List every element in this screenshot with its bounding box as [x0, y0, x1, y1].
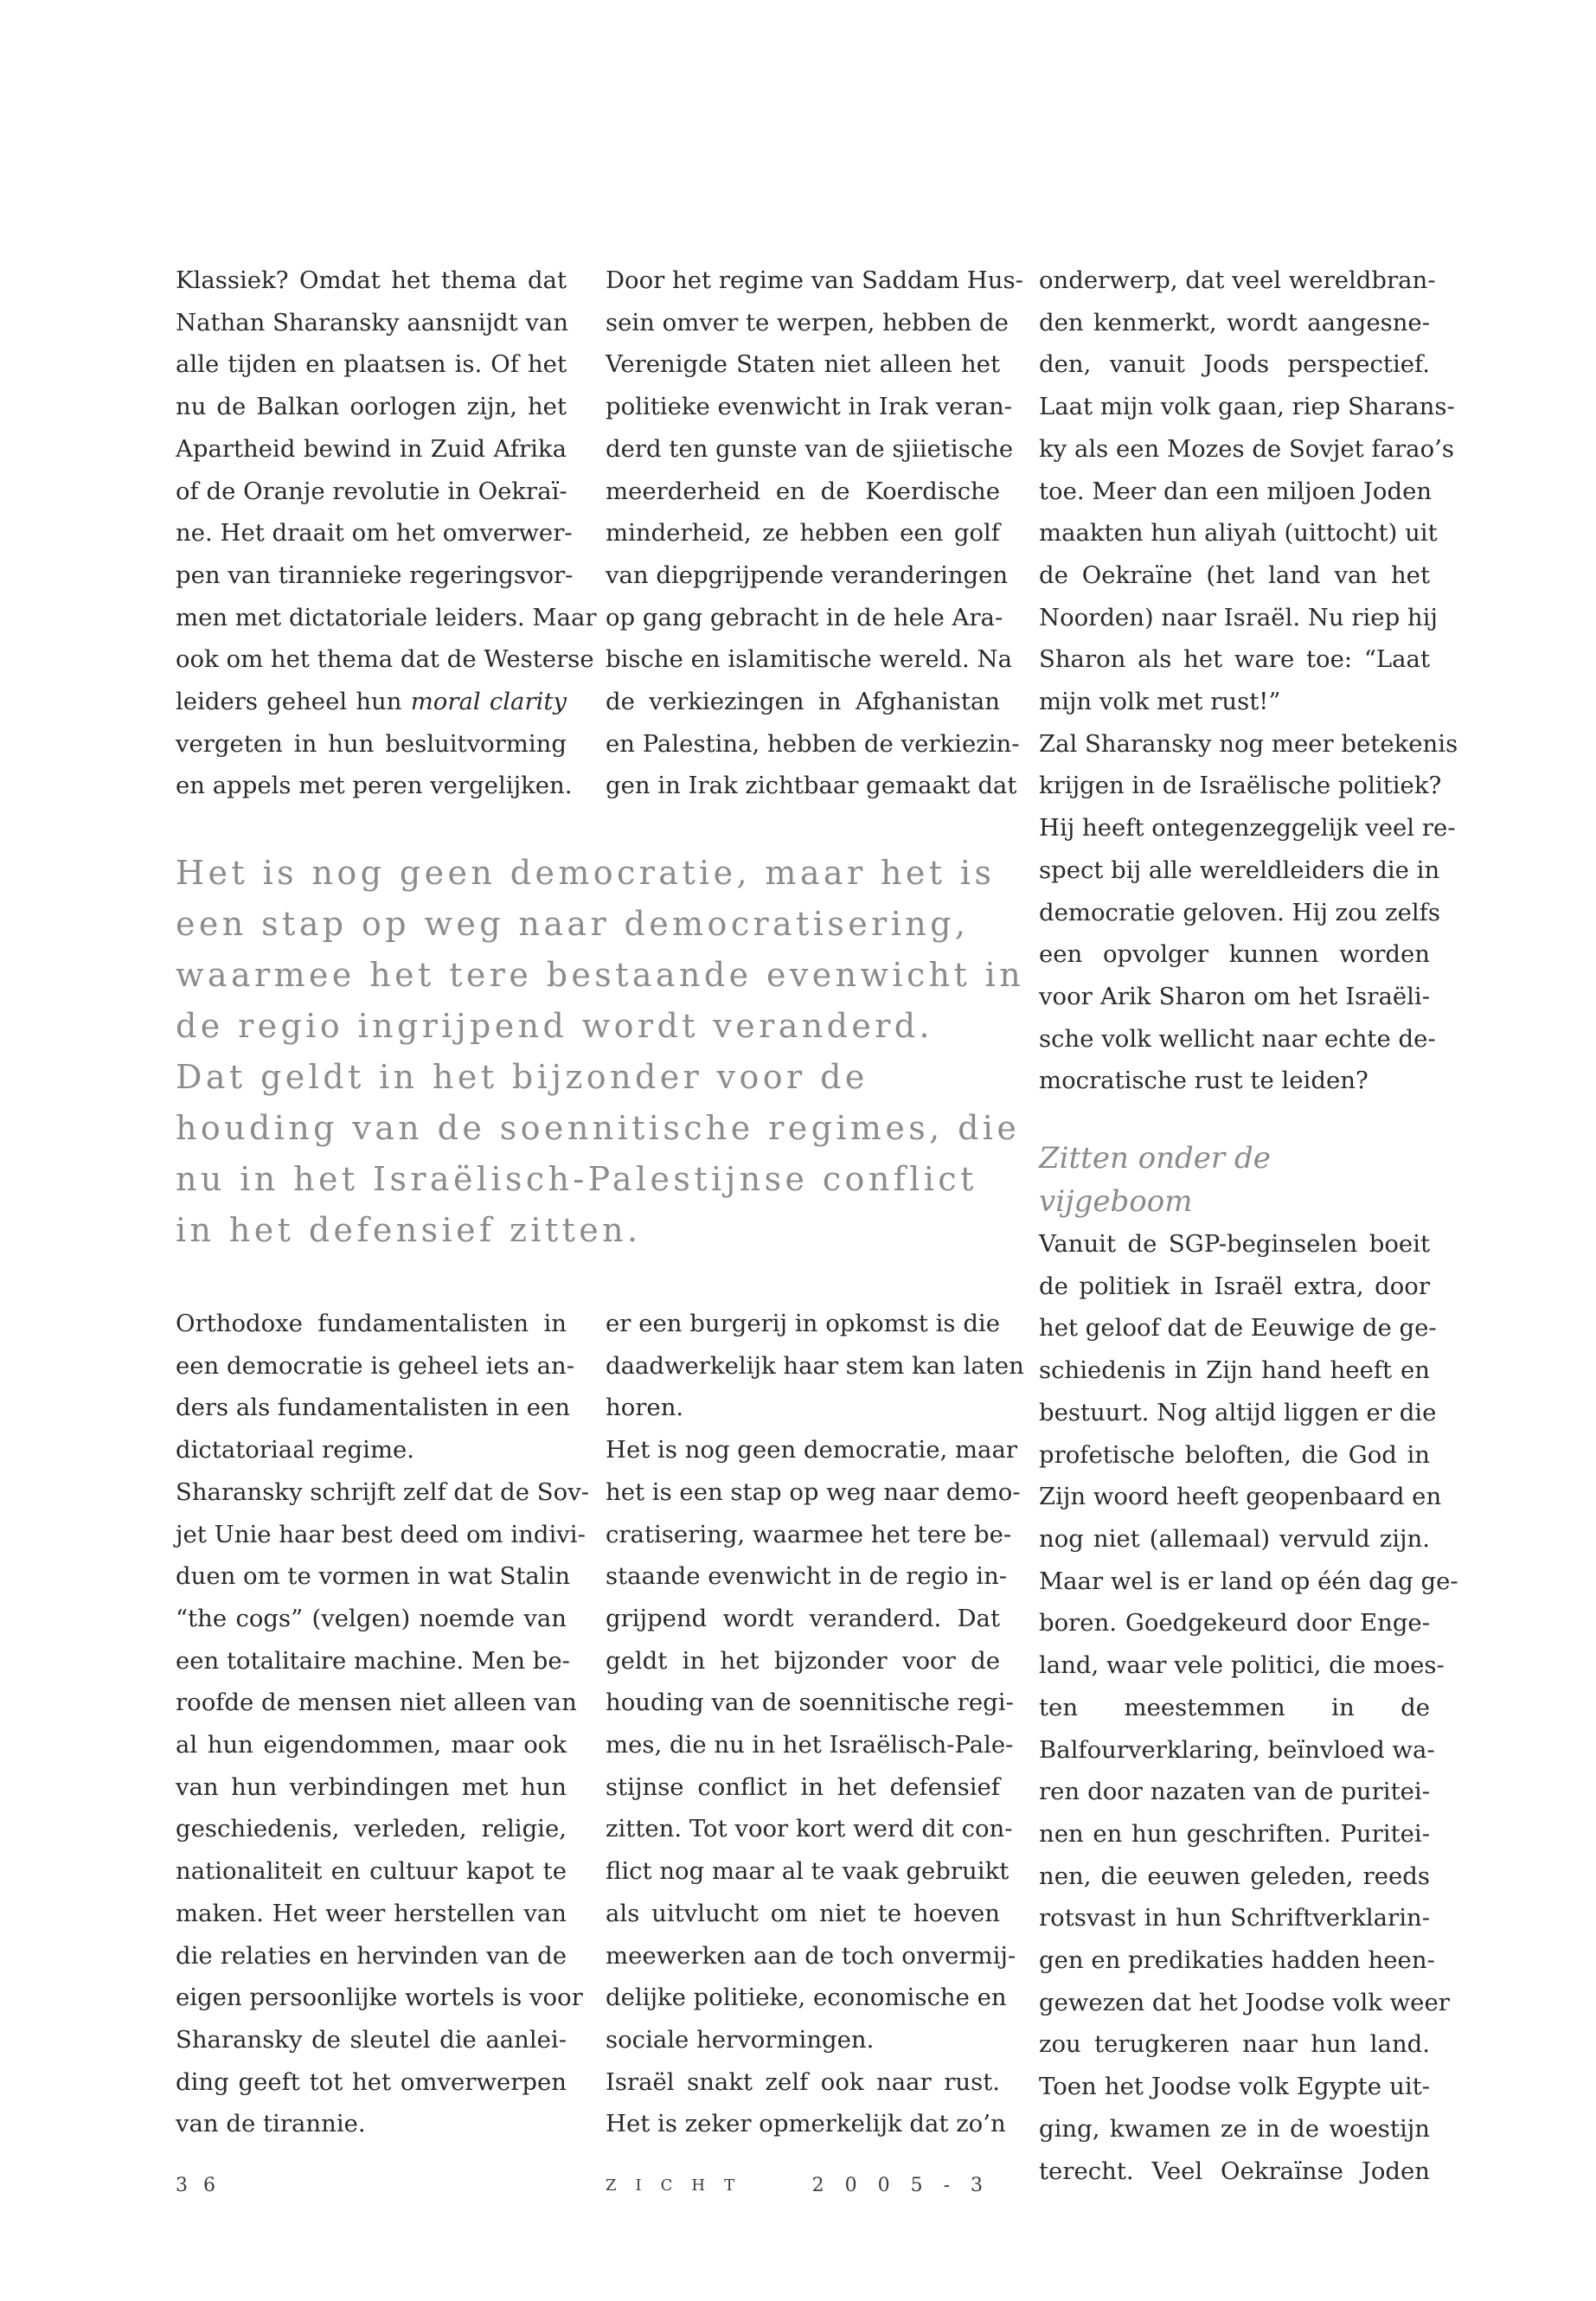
pull-quote-line: een stap op weg naar democratisering, [176, 905, 970, 943]
issue-number: 2005-3 [811, 2175, 1003, 2196]
text-line: Klassiek? Omdat het thema dat [176, 266, 567, 294]
text-line: mes, die nu in het Israëlisch-Pale- [606, 1731, 1014, 1759]
text-line: nen, die eeuwen geleden, reeds [1039, 1862, 1430, 1890]
pull-quote-line: Het is nog geen democratie, maar het is [176, 854, 996, 892]
pull-quote-line: de regio ingrijpend wordt veranderd. [176, 1007, 934, 1045]
text-line: ten meestemmen in de [1039, 1693, 1430, 1721]
pull-quote [176, 848, 1025, 1256]
text-line: Zijn woord heeft geopenbaard en [1039, 1483, 1442, 1511]
text-line: mijn volk met rust!” [1039, 688, 1281, 716]
text-line: sociale hervormingen. [606, 2025, 875, 2054]
text-line: Sharansky schrijft zelf dat de Sov- [176, 1477, 590, 1506]
text-line: mocratische rust te leiden? [1039, 1067, 1368, 1095]
text-line: flict nog maar al te vaak gebruikt [606, 1857, 1010, 1886]
text-line: maakten hun aliyah (uittocht) uit [1039, 519, 1438, 548]
text-line: het geloof dat de Eeuwige de ge- [1039, 1314, 1437, 1343]
text-line: zou terugkeren naar hun land. [1039, 2030, 1430, 2059]
text-line: Nathan Sharansky aansnijdt van [176, 308, 569, 336]
text-line: houding van de soennitische regi- [606, 1689, 1014, 1717]
text-line: Maar wel is er land op één dag ge- [1039, 1567, 1458, 1595]
text-line: ook om het thema dat de Westerse [176, 645, 594, 674]
text-line: jet Unie haar best deed om indivi- [176, 1520, 586, 1548]
page-number: 36 [176, 2175, 231, 2196]
text-line: van hun verbindingen met hun [176, 1772, 567, 1801]
text-line: Zal Sharansky nog meer betekenis [1039, 729, 1458, 758]
text-line: spect bij alle wereldleiders die in [1039, 856, 1440, 884]
column-3-part-b [1039, 1223, 1458, 2192]
text-line: schiedenis in Zijn hand heeft en [1039, 1356, 1430, 1385]
text-run: leiders geheel hun [176, 688, 411, 716]
text-line: grijpend wordt veranderd. Dat [606, 1604, 1000, 1632]
text-line: krijgen in de Israëlische politiek? [1039, 772, 1442, 800]
text-line: land, waar vele politici, die moes- [1039, 1651, 1445, 1680]
text-line: Balfourverklaring, beïnvloed wa- [1039, 1735, 1435, 1764]
text-line: ky als een Mozes de Sovjet farao’s [1039, 434, 1454, 463]
text-line: Toen het Joodse volk Egypte uit- [1039, 2073, 1430, 2101]
text-line: een democratie is geheel iets an- [176, 1351, 575, 1380]
text-line: Het is nog geen democratie, maar [606, 1436, 1017, 1465]
column-3 [1039, 260, 1458, 2192]
text-line: men met dictatoriale leiders. Maar [176, 603, 597, 631]
text-line: den, vanuit Joods perspectief. [1039, 350, 1430, 379]
section-subhead: Zitten onder de vijgeboom [1039, 1141, 1271, 1220]
text-line: ging, kwamen ze in de woestijn [1039, 2114, 1430, 2143]
text-line: sein omver te werpen, hebben de [606, 308, 1009, 336]
text-line: of de Oranje revolutie in Oekraï- [176, 477, 567, 505]
text-line: ders als fundamentalisten in een [176, 1394, 571, 1422]
text-line: een totalitaire machine. Men be- [176, 1646, 570, 1675]
text-line: meewerken aan de toch onvermij- [606, 1941, 1016, 1970]
text-line: roofde de mensen niet alleen van [176, 1689, 577, 1717]
text-line: boren. Goedgekeurd door Enge- [1039, 1609, 1430, 1638]
text-line: en appels met peren vergelijken. [176, 772, 573, 800]
text-line: bische en islamitische wereld. Na [606, 645, 1012, 674]
text-line: Verenigde Staten niet alleen het [606, 350, 1000, 379]
text-line: “the cogs” (velgen) noemde van [176, 1604, 567, 1632]
text-line: een opvolger kunnen worden [1039, 940, 1430, 969]
text-line: van de tirannie. [176, 2110, 366, 2138]
text-line: cratisering, waarmee het tere be- [606, 1520, 1012, 1548]
pull-quote-line: in het defensief zitten. [176, 1211, 642, 1249]
text-line: Noorden) naar Israël. Nu riep hij [1039, 603, 1438, 631]
text-line: de verkiezingen in Afghanistan [606, 688, 1000, 716]
text-line: de politiek in Israël extra, door [1039, 1272, 1430, 1300]
text-line: het is een stap op weg naar demo- [606, 1477, 1021, 1506]
text-line-with-emphasis [176, 681, 567, 723]
text-line: Hij heeft ontegenzeggelijk veel re- [1039, 814, 1456, 843]
text-line: Vanuit de SGP-beginselen boeit [1039, 1230, 1430, 1259]
text-line: vergeten in hun besluitvorming [176, 729, 567, 758]
text-line: van diepgrijpende veranderingen [606, 561, 1009, 589]
text-line: nen en hun geschriften. Puritei- [1039, 1819, 1430, 1848]
text-line: Orthodoxe fundamentalisten in [176, 1310, 567, 1337]
pull-quote-line: houding van de soennitische regimes, die [176, 1109, 1021, 1147]
text-line: daadwerkelijk haar stem kan laten [606, 1351, 1024, 1380]
column-3-part-a [1039, 260, 1458, 1102]
column-2-bottom [606, 1303, 1024, 2145]
text-line: Laat mijn volk gaan, riep Sharans- [1039, 393, 1455, 421]
text-line: gewezen dat het Joodse volk weer [1039, 1988, 1450, 2016]
text-line: delijke politieke, economische en [606, 1984, 1007, 2012]
text-line: stijnse conflict in het defensief [606, 1772, 1000, 1801]
pull-quote-line: waarmee het tere bestaande evenwicht in [176, 956, 1025, 994]
text-line: gen in Irak zichtbaar gemaakt dat [606, 772, 1017, 800]
text-line: maken. Het weer herstellen van [176, 1899, 567, 1927]
text-line: rotsvast in hun Schriftverklarin- [1039, 1904, 1430, 1932]
text-line: profetische beloften, die God in [1039, 1440, 1430, 1469]
text-line: horen. [606, 1394, 684, 1422]
text-line: dictatoriaal regime. [176, 1436, 415, 1465]
text-line: toe. Meer dan een miljoen Joden [1039, 477, 1433, 505]
text-line: eigen persoonlijke wortels is voor [176, 1984, 583, 2012]
column-1-bottom [176, 1303, 590, 2145]
text-line: Sharansky de sleutel die aanlei- [176, 2025, 567, 2054]
text-line: ne. Het draait om het omverwer- [176, 519, 573, 548]
text-line: pen van tirannieke regeringsvor- [176, 561, 574, 589]
text-line: er een burgerij in opkomst is die [606, 1310, 1000, 1337]
text-line: Het is zeker opmerkelijk dat zo’n [606, 2110, 1006, 2138]
column-2-top [606, 260, 1023, 807]
text-line: geschiedenis, verleden, religie, [176, 1815, 567, 1843]
text-line: terecht. Veel Oekraïnse Joden [1039, 2157, 1430, 2185]
text-line: bestuurt. Nog altijd liggen er die [1039, 1398, 1437, 1426]
text-line: staande evenwicht in de regio in- [606, 1562, 1008, 1591]
magazine-name: ZICHT [606, 2176, 754, 2195]
text-line: Door het regime van Saddam Hus- [606, 266, 1023, 294]
pull-quote-line: nu in het Israëlisch-Palestijnse conflict [176, 1160, 977, 1198]
emphasis-text: moral clarity [410, 688, 567, 716]
text-line: ding geeft tot het omverwerpen [176, 2067, 567, 2096]
text-line: al hun eigendommen, maar ook [176, 1731, 567, 1759]
text-line: democratie geloven. Hij zou zelfs [1039, 898, 1440, 926]
text-line: Apartheid bewind in Zuid Afrika [176, 434, 567, 463]
text-line: voor Arik Sharon om het Israëli- [1039, 982, 1430, 1010]
text-line: minderheid, ze hebben een golf [606, 519, 1000, 548]
text-line: de Oekraïne (het land van het [1039, 561, 1430, 589]
text-line: politieke evenwicht in Irak veran- [606, 393, 1012, 421]
text-line: op gang gebracht in de hele Ara- [606, 603, 1003, 631]
running-footer [606, 2173, 1003, 2199]
text-line: nu de Balkan oorlogen zijn, het [176, 393, 567, 421]
text-line: die relaties en hervinden van de [176, 1941, 567, 1970]
text-line: ren door nazaten van de puritei- [1039, 1778, 1430, 1806]
text-line: zitten. Tot voor kort werd dit con- [606, 1815, 1013, 1843]
text-line: Sharon als het ware toe: “Laat [1039, 645, 1430, 674]
text-line: nog niet (allemaal) vervuld zijn. [1039, 1524, 1430, 1553]
text-line: als uitvlucht om niet te hoeven [606, 1899, 1000, 1927]
text-line: alle tijden en plaatsen is. Of het [176, 350, 567, 379]
column-1-top [176, 260, 597, 807]
text-line: nationaliteit en cultuur kapot te [176, 1857, 567, 1886]
text-line: derd ten gunste van de sjiietische [606, 434, 1014, 463]
text-line: en Palestina, hebben de verkiezin- [606, 729, 1020, 758]
text-line: onderwerp, dat veel wereldbran- [1039, 266, 1436, 294]
text-line: sche volk wellicht naar echte de- [1039, 1024, 1436, 1053]
text-line: gen en predikaties hadden heen- [1039, 1946, 1435, 1975]
text-line: duen om te vormen in wat Stalin [176, 1562, 571, 1591]
text-line: den kenmerkt, wordt aangesne- [1039, 308, 1430, 336]
pull-quote-line: Dat geldt in het bijzonder voor de [176, 1058, 869, 1096]
text-line: Israël snakt zelf ook naar rust. [606, 2067, 1000, 2096]
text-line: meerderheid en de Koerdische [606, 477, 1000, 505]
text-line: geldt in het bijzonder voor de [606, 1646, 1000, 1675]
